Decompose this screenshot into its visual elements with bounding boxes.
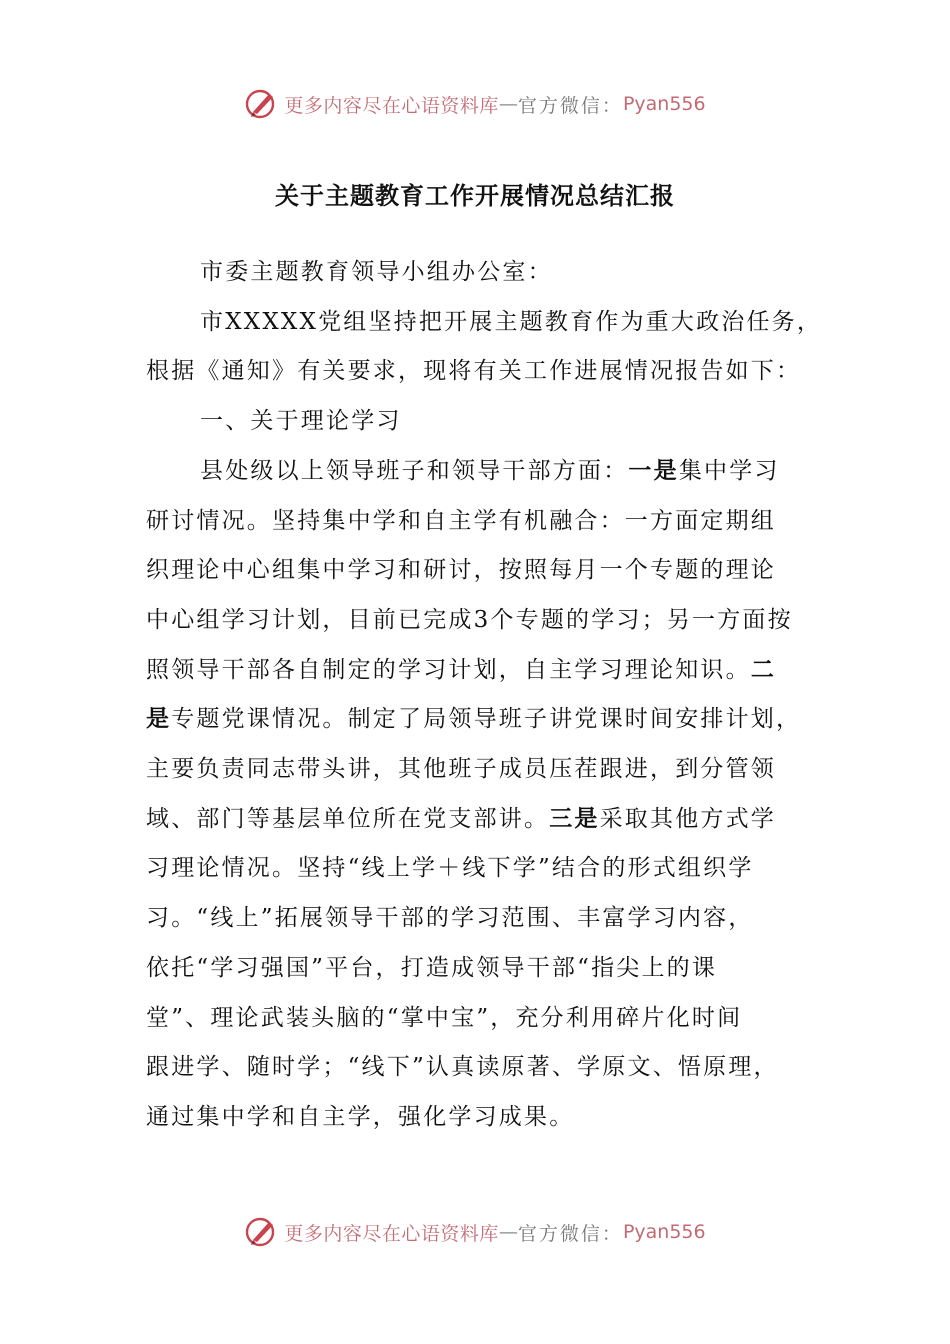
header-watermark	[0, 84, 950, 124]
watermark-label: 官方微信：	[517, 1222, 623, 1245]
watermark-dash: —	[498, 1221, 518, 1243]
para-line: 通过集中学和自主学，强化学习成果。	[146, 1103, 575, 1130]
para-line: 域、部门等基层单位所在党支部讲。三是采取其他方式学	[146, 805, 777, 832]
section-paragraph	[146, 447, 806, 1143]
emphasis-1: 一是	[628, 457, 679, 484]
para-line: 照领导干部各自制定的学习计划，自主学习理论知识。二	[146, 656, 777, 683]
section-heading: 一、关于理论学习	[200, 408, 402, 435]
watermark-text: 更多内容尽在心语资料库	[284, 94, 499, 117]
watermark-id: Pyan556	[622, 93, 706, 115]
salutation: 市委主题教育领导小组办公室：	[200, 259, 553, 285]
para-line: 主要负责同志带头讲，其他班子成员压茬跟进，到分管领	[146, 756, 776, 783]
intro-paragraph	[146, 298, 823, 397]
intro-line-1: 市XXXXX党组坚持把开展主题教育作为重大政治任务，	[200, 308, 823, 335]
watermark-dash: —	[498, 93, 518, 115]
para-line: 是专题党课情况。制定了局领导班子讲党课时间安排计划，	[146, 706, 802, 733]
footer-watermark	[0, 1212, 950, 1252]
emphasis-2a: 二	[750, 656, 777, 683]
pen-logo-icon	[244, 1214, 280, 1250]
para-line: 织理论中心组集中学习和研讨，按照每月一个专题的理论	[146, 557, 776, 584]
para-line: 县处级以上领导班子和领导干部方面：一是集中学习	[200, 457, 780, 484]
para-line: 中心组学习计划，目前已完成3个专题的学习；另一方面按	[146, 606, 793, 633]
para-line: 堂”、理论武装头脑的“掌中宝”，充分利用碎片化时间	[146, 1004, 743, 1031]
document-title: 关于主题教育工作开展情况总结汇报	[275, 181, 675, 210]
pen-logo-icon	[244, 86, 280, 122]
emphasis-2b: 是	[146, 706, 172, 733]
para-line: 跟进学、随时学；“线下”认真读原著、学原文、悟原理，	[146, 1054, 779, 1081]
watermark-text: 更多内容尽在心语资料库	[284, 1222, 499, 1245]
document-body	[146, 248, 823, 1143]
para-line: 研讨情况。坚持集中学和自主学有机融合：一方面定期组	[146, 507, 776, 534]
watermark-label: 官方微信：	[517, 94, 623, 117]
intro-line-2: 根据《通知》有关要求，现将有关工作进展情况报告如下：	[146, 358, 802, 385]
para-line: 依托“学习强国”平台，打造成领导干部“指尖上的课	[146, 954, 718, 981]
watermark-id: Pyan556	[622, 1221, 706, 1243]
emphasis-3: 三是	[549, 805, 600, 832]
para-line: 习理论情况。坚持“线上学＋线下学”结合的形式组织学	[146, 855, 754, 882]
para-line: 习。“线上”拓展领导干部的学习范围、丰富学习内容，	[146, 905, 754, 932]
